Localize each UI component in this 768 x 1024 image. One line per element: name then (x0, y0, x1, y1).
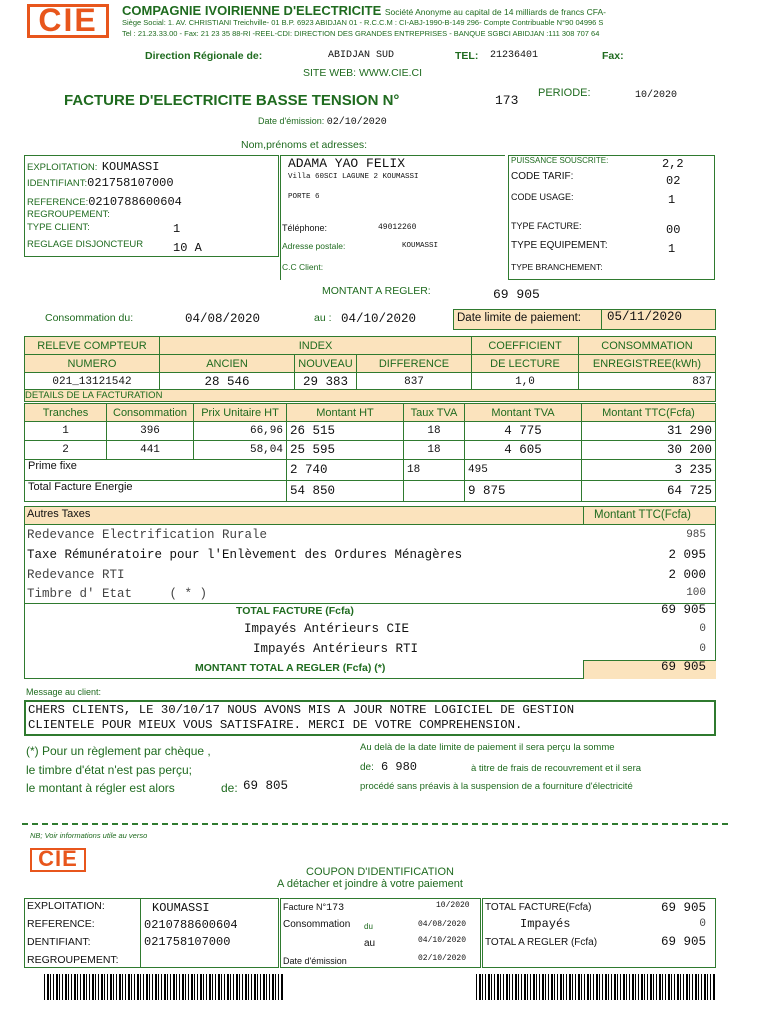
h-ancien: ANCIEN (160, 355, 295, 373)
fh-conso: Consommation (107, 404, 194, 422)
h-coef: COEFFICIENT (472, 337, 579, 355)
conso-au-value: 04/10/2020 (341, 312, 417, 326)
coupon-exploitation-label: EXPLOITATION: (27, 900, 105, 912)
fh-ttc: Montant TTC(Fcfa) (582, 404, 716, 422)
date-limite-sep (601, 309, 602, 330)
barcode-right (476, 974, 716, 1000)
tel-label: TEL: (455, 50, 479, 62)
cie-logo: CIE (27, 4, 109, 38)
row1-ttc: 31 290 (582, 422, 716, 441)
h-releve: RELEVE COMPTEUR (25, 337, 160, 355)
coupon-au-value: 04/10/2020 (418, 936, 467, 945)
type-facture-value: 00 (666, 223, 681, 237)
exploitation-row: EXPLOITATION: KOUMASSI (27, 160, 160, 174)
note-right3: procédé sans préavis à la suspension de a fourniture d'électricité (360, 781, 633, 792)
coupon-periode: 10/2020 (436, 901, 470, 910)
coupon-emission-label: Date d'émission (283, 956, 347, 966)
coupon-impayes-value: 0 (699, 918, 706, 930)
note-de2-value: 6 980 (381, 760, 418, 774)
coupon-conso-label: Consommation (283, 919, 351, 930)
total-energie-taux (404, 481, 465, 502)
coupon-total-value: 69 905 (660, 901, 706, 915)
periode-value: 10/2020 (635, 90, 678, 101)
note-right1: Au delà de la date limite de paiement il sera perçu la somme (360, 742, 615, 753)
coupon-total-label: TOTAL FACTURE(Fcfa) (485, 902, 592, 913)
tax-label-3: Redevance RTI (27, 568, 125, 582)
type-facture-label: TYPE FACTURE: (511, 221, 582, 231)
invoice-title: FACTURE D'ELECTRICITE BASSE TENSION N° (64, 92, 400, 109)
impayes-cie-value: 0 (699, 623, 706, 635)
company-address: Siège Social: 1. AV. CHRISTIANI Treichville- 01 B.P. 6923 ABIDJAN 01 - R.C.C.M : CI-ABJ-1990-B-149 296- Compte Contribuable N°90 04996 S (122, 18, 604, 27)
telephone-value: 49012260 (378, 223, 417, 232)
reference-row: REFERENCE:0210788600604 (27, 195, 182, 209)
h-enreg: ENREGISTREE(kWh) (579, 355, 716, 373)
reglage-label: REGLAGE DISJONCTEUR (27, 239, 144, 250)
dir-label: Direction Régionale de: (145, 50, 263, 62)
row2-ttc: 30 200 (582, 441, 716, 460)
prime-ht: 2 740 (287, 460, 404, 481)
impayes-rti-label: Impayés Antérieurs RTI (253, 642, 419, 656)
taxes-header-sep (583, 507, 584, 524)
coupon-impayes-label: Impayés (520, 917, 571, 931)
adresse-label: Adresse postale: (282, 241, 346, 251)
tax-value-3: 2 000 (668, 568, 706, 582)
coupon-reference-label: REFERENCE: (27, 918, 95, 930)
date-limite-value: 05/11/2020 (607, 310, 683, 324)
tel-value: 21236401 (490, 50, 539, 61)
h-nouveau: NOUVEAU (295, 355, 357, 373)
tarif-value: 02 (666, 174, 681, 188)
tax-value-4: 100 (686, 587, 706, 599)
taxes-divider (25, 603, 715, 604)
note-line2: le timbre d'état n'est pas perçu; (26, 763, 193, 777)
releve-enreg: 837 (579, 373, 716, 391)
grand-total-value: 69 905 (660, 660, 706, 674)
cc-client-label: C.C Client: (282, 262, 324, 272)
tax-label-2: Taxe Rémunératoire pour l'Enlèvement des Ordures Ménagères (27, 548, 463, 562)
coupon-left-sep (140, 898, 141, 968)
note-de1-label: de: (221, 781, 238, 795)
total-energie-ht: 54 850 (287, 481, 404, 502)
fax-label: Fax: (602, 50, 624, 62)
emission-row: Date d'émission: 02/10/2020 (258, 116, 387, 128)
coupon-subtitle: A détacher et joindre à votre paiement (277, 878, 463, 890)
coupon-identifiant-value: 021758107000 (144, 935, 231, 949)
amount-label: MONTANT A REGLER: (322, 285, 431, 297)
coupon-logo: CIE (30, 848, 86, 872)
cut-line (22, 823, 728, 825)
type-equip-label: TYPE EQUIPEMENT: (511, 240, 608, 251)
row1-prix: 66,96 (194, 422, 287, 441)
facturation-title: DETAILS DE LA FACTURATION (24, 389, 716, 402)
branchement-label: TYPE BRANCHEMENT: (511, 262, 603, 272)
prime-taux: 18 (404, 460, 465, 481)
row2-mtva: 4 605 (465, 441, 582, 460)
row1-mtva: 4 775 (465, 422, 582, 441)
row1-ht: 26 515 (287, 422, 404, 441)
puissance-label: PUISSANCE SOUSCRITE: (511, 156, 609, 165)
releve-nouveau: 29 383 (295, 373, 357, 391)
periode-label: PERIODE: (538, 87, 591, 99)
client-name: ADAMA YAO FELIX (288, 156, 406, 171)
releve-coef: 1,0 (472, 373, 579, 391)
puissance-value: 2,2 (662, 157, 684, 171)
h-lecture: DE LECTURE (472, 355, 579, 373)
row2-tranche: 2 (25, 441, 107, 460)
prime-ttc: 3 235 (582, 460, 716, 481)
coupon-identifiant-label: DENTIFIANT: (27, 936, 91, 948)
message-line1: CHERS CLIENTS, LE 30/10/17 NOUS AVONS MIS A JOUR NOTRE LOGICIEL DE GESTION (28, 703, 575, 717)
tax-value-2: 2 095 (668, 548, 706, 562)
date-limite-label: Date limite de paiement: (457, 312, 582, 324)
conso-au-label: au : (314, 312, 332, 324)
fh-montant-tva: Montant TVA (465, 404, 582, 422)
reglage-value: 10 A (173, 241, 202, 255)
coupon-du-value: 04/08/2020 (418, 920, 467, 929)
h-numero: NUMERO (25, 355, 160, 373)
fh-tranches: Tranches (25, 404, 107, 422)
invoice-number: 173 (495, 93, 519, 108)
message-label: Message au client: (26, 687, 102, 697)
releve-diff: 837 (357, 373, 472, 391)
note-de1-value: 69 805 (243, 779, 289, 793)
coupon-nb: NB; Voir informations utile au verso (30, 831, 148, 840)
coupon-exploitation-value: KOUMASSI (152, 901, 210, 915)
names-label: Nom,prénoms et adresses: (241, 139, 368, 151)
fh-prix: Prix Unitaire HT (194, 404, 287, 422)
message-line2: CLIENTELE POUR MIEUX VOUS SATISFAIRE. MERCI DE VOTRE COMPREHENSION. (28, 718, 523, 732)
prime-mtva: 495 (465, 460, 582, 481)
row2-prix: 58,04 (194, 441, 287, 460)
tax-value-1: 985 (686, 529, 706, 541)
total-facture-value: 69 905 (660, 603, 706, 617)
note-line3: le montant à régler est alors (26, 781, 175, 795)
row1-tranche: 1 (25, 422, 107, 441)
company-name: COMPAGNIE IVOIRIENNE D'ELECTRICITE Société Anonyme au capital de 14 milliards de francs CFA- (122, 3, 607, 18)
row2-taux: 18 (404, 441, 465, 460)
prime-label: Prime fixe (25, 460, 287, 481)
impayes-cie-label: Impayés Antérieurs CIE (244, 622, 410, 636)
h-diff: DIFFERENCE (357, 355, 472, 373)
row1-taux: 18 (404, 422, 465, 441)
h-index: INDEX (160, 337, 472, 355)
site-web: SITE WEB: WWW.CIE.CI (303, 67, 422, 79)
coupon-du-label: du (364, 922, 373, 931)
address-line2: PORTE 6 (288, 193, 320, 201)
dir-value: ABIDJAN SUD (328, 50, 395, 61)
identifiant-row: IDENTIFIANT:021758107000 (27, 176, 174, 190)
coupon-title: COUPON D'IDENTIFICATION (306, 866, 454, 878)
fh-montant-ht: Montant HT (287, 404, 404, 422)
company-contacts: Tel : 21.23.33.00 - Fax: 21 23 35 88-RI -REEL-CDI: DIRECTION DES GRANDES ENTREPRISES - BANQUE SGBCI ABIDJAN :111 308 707 64 (122, 29, 600, 38)
impayes-rti-value: 0 (699, 643, 706, 655)
tarif-label: CODE TARIF: (511, 171, 574, 182)
amount-value: 69 905 (493, 287, 540, 302)
note-de2-label: de: (360, 762, 374, 773)
coupon-reference-value: 0210788600604 (144, 918, 238, 932)
usage-label: CODE USAGE: (511, 192, 574, 202)
total-energie-mtva: 9 875 (465, 481, 582, 502)
fh-taux: Taux TVA (404, 404, 465, 422)
row1-conso: 396 (107, 422, 194, 441)
coupon-facture-label: Facture N°173 (283, 902, 345, 914)
taxes-ttc-label: Montant TTC(Fcfa) (594, 509, 691, 521)
h-conso: CONSOMMATION (579, 337, 716, 355)
row2-ht: 25 595 (287, 441, 404, 460)
coupon-au-label: au (364, 938, 376, 949)
adresse-value: KOUMASSI (402, 242, 439, 250)
type-client-value: 1 (173, 222, 181, 236)
tax-label-1: Redevance Electrification Rurale (27, 528, 268, 542)
releve-table (24, 336, 716, 391)
taxes-title: Autres Taxes (27, 508, 91, 520)
regroupement-label: REGROUPEMENT: (27, 209, 110, 220)
releve-ancien: 28 546 (160, 373, 295, 391)
address-line1: Villa 60SCI LAGUNE 2 KOUMASSI (288, 173, 419, 181)
telephone-label: Téléphone: (282, 223, 328, 233)
releve-numero: 021_13121542 (25, 373, 160, 391)
total-facture-label: TOTAL FACTURE (Fcfa) (236, 605, 354, 617)
usage-value: 1 (668, 193, 676, 207)
coupon-regler-value: 69 905 (660, 935, 706, 949)
coupon-emission-value: 02/10/2020 (418, 954, 467, 963)
facturation-table (24, 403, 716, 502)
conso-du-value: 04/08/2020 (185, 312, 261, 326)
note-right2: à titre de frais de recouvrement et il sera (471, 763, 642, 774)
row2-conso: 441 (107, 441, 194, 460)
coupon-regroupement-label: REGROUPEMENT: (27, 954, 119, 966)
total-energie-ttc: 64 725 (582, 481, 716, 502)
type-equip-value: 1 (668, 242, 676, 256)
barcode-left (44, 974, 284, 1000)
tax-label-4: Timbre d' Etat ( * ) (27, 587, 208, 601)
note-line1: (*) Pour un règlement par chèque , (26, 744, 211, 758)
total-energie-label: Total Facture Energie (25, 481, 287, 502)
coupon-regler-label: TOTAL A REGLER (Fcfa) (485, 937, 598, 948)
conso-du-label: Consommation du: (45, 312, 134, 324)
grand-total-label: MONTANT TOTAL A REGLER (Fcfa) (*) (195, 662, 386, 674)
type-client-label: TYPE CLIENT: (27, 222, 90, 233)
